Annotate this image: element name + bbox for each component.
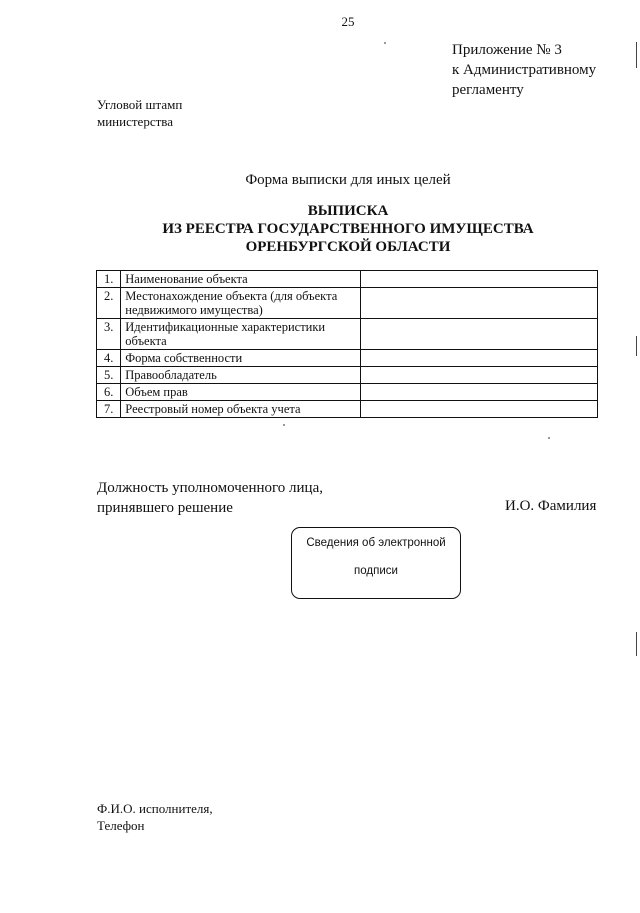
row-label: Идентификационные характеристики объекта [121,319,361,350]
stamp-line-2: министерства [97,114,174,129]
row-label: Наименование объекта [121,271,361,288]
appendix-line-2: к Административному [452,62,597,78]
row-number: 4. [97,350,121,367]
register-table [96,270,598,418]
row-number: 6. [97,384,121,401]
scan-edge-mark [636,42,637,68]
title-line-3: ОРЕНБУРГСКОЙ ОБЛАСТИ [245,239,451,255]
row-label: Форма собственности [121,350,361,367]
row-value [361,350,598,367]
executor-info [97,800,297,834]
official-position [97,478,357,518]
signature-box-line-2: подписи [354,565,398,577]
row-value [361,288,598,319]
row-number: 7. [97,401,121,418]
corner-stamp-label [97,96,297,130]
electronic-signature-box [291,527,461,599]
row-number: 1. [97,271,121,288]
official-line-1: Должность уполномоченного лица, [97,480,323,496]
table-row [97,319,598,350]
title-line-2: ИЗ РЕЕСТРА ГОСУДАРСТВЕННОГО ИМУЩЕСТВА [162,221,534,237]
row-number: 5. [97,367,121,384]
appendix-header [452,40,632,100]
table-row [97,350,598,367]
row-value [361,319,598,350]
row-label: Местонахождение объекта (для объекта недвижимого имущества) [121,288,361,319]
form-subtitle: Форма выписки для иных целей [245,172,451,188]
row-value [361,384,598,401]
row-value [361,401,598,418]
appendix-line-1: Приложение № 3 [452,42,562,58]
title-line-1: ВЫПИСКА [307,203,389,219]
row-label: Правообладатель [121,367,361,384]
scan-speck [548,437,550,439]
document-title [0,202,640,256]
signature-box-line-1: Сведения об электронной [306,537,446,549]
row-number: 3. [97,319,121,350]
row-value [361,271,598,288]
scan-edge-mark [636,632,637,656]
official-line-2: принявшего решение [97,500,233,516]
table-row [97,401,598,418]
scan-speck [384,42,386,44]
row-label: Реестровый номер объекта учета [121,401,361,418]
row-number: 2. [97,288,121,319]
executor-line-2: Телефон [97,818,145,833]
row-label: Объем прав [121,384,361,401]
row-value [361,367,598,384]
executor-line-1: Ф.И.О. исполнителя, [97,801,213,816]
signer-name: И.О. Фамилия [505,498,597,514]
page-number: 25 [341,14,355,29]
scan-edge-mark [636,336,637,356]
table-row [97,288,598,319]
stamp-line-1: Угловой штамп [97,97,183,112]
table-row [97,384,598,401]
table-row [97,367,598,384]
scan-speck [283,424,285,426]
table-row [97,271,598,288]
appendix-line-3: регламенту [452,82,524,98]
